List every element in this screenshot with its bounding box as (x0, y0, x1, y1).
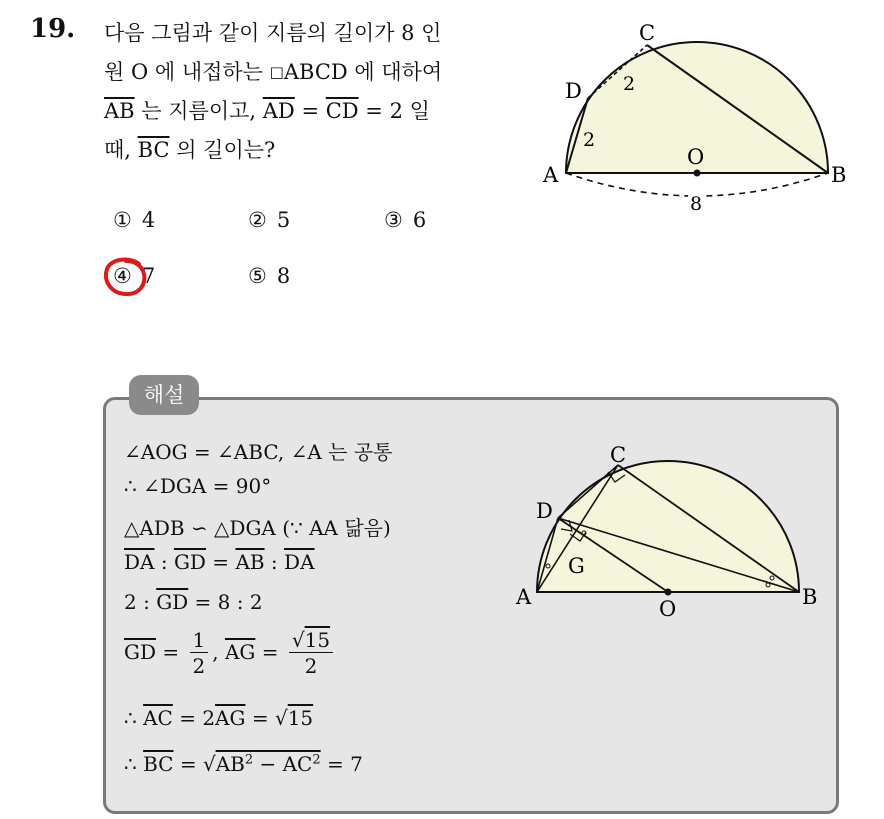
sol-segment-da: $\overline{DA}$ (124, 550, 155, 574)
solution-line-4 (124, 550, 315, 574)
choice-mark-4: ④ (113, 264, 132, 288)
sol-label-a: A (516, 585, 532, 609)
question-line-4-post: 의 길이는? (169, 138, 276, 162)
equals-sign: = (294, 99, 326, 123)
solution-figure (510, 438, 830, 628)
choice-2[interactable] (248, 208, 290, 232)
sqrt-expression: $√AB^2 - AC^2$ (202, 752, 321, 776)
label-d: D (565, 79, 582, 103)
choice-mark-5: ⑤ (248, 264, 267, 288)
sol-l6-eq1: = (156, 640, 186, 664)
sol-segment-gd: $\overline{GD}$ (173, 550, 206, 574)
sol-l7-c: = (245, 706, 275, 730)
solution-line-5 (124, 590, 263, 614)
fraction-num: 1 (190, 628, 209, 653)
choice-mark-2: ② (248, 208, 267, 232)
question-line-3-mid: 는 지름이고, (134, 99, 263, 123)
length-diameter: 8 (690, 193, 703, 215)
fraction-one-half (190, 628, 209, 679)
question-line-2b: ABCD 에 대하여 (283, 60, 443, 84)
length-ad: 2 (583, 129, 596, 151)
length-cd: 2 (623, 73, 636, 95)
solution-line-8 (124, 752, 363, 776)
sol-eq-1: = (205, 550, 236, 574)
sol-colon-2: : (264, 550, 285, 574)
question-text (104, 14, 524, 170)
solution-line-6 (124, 628, 337, 679)
solution-line-2: ∴ ∠DGA = 90° (124, 474, 272, 498)
segment-ad: $\overline{AD}$ (262, 99, 295, 123)
sol-l7-ac: $\overline{AC}$ (143, 706, 173, 730)
fraction-root15-half (289, 628, 333, 679)
segment-ab: $\overline{AB}$ (104, 99, 135, 123)
sol-l7-a: ∴ (124, 706, 144, 730)
question-number: 19. (30, 14, 76, 44)
sol-l6-ag: $\overline{AG}$ (224, 640, 256, 664)
sol-l7-ag: $\overline{AG}$ (215, 706, 246, 730)
segment-cd: $\overline{CD}$ (325, 99, 359, 123)
label-o: O (687, 145, 705, 169)
sol-l5-a: 2 : (124, 590, 157, 614)
sol-l7-b: = 2 (172, 706, 216, 730)
question-line-3-end: = 2 일 (358, 99, 430, 123)
question-line-4-pre: 때, (104, 138, 138, 162)
solution-line-1: ∠AOG = ∠ABC, ∠A 는 공통 (124, 440, 393, 464)
choice-value-4: 7 (141, 264, 156, 288)
sol-l8-a: ∴ (124, 752, 144, 776)
center-point (694, 170, 701, 177)
sol-label-o: O (659, 597, 677, 621)
sol-label-d: D (536, 499, 553, 523)
choice-value-1: 4 (141, 208, 156, 232)
sol-label-g: G (568, 554, 585, 578)
choice-3[interactable] (384, 208, 426, 232)
choice-1[interactable] (113, 208, 155, 232)
sol-label-b: B (802, 585, 818, 609)
fraction-den-2: 2 (304, 654, 318, 678)
label-b: B (831, 163, 847, 187)
sol-l6-comma: , (212, 640, 225, 664)
sol-l8-result: = 7 (320, 752, 363, 776)
question-figure (535, 14, 865, 219)
label-a: A (543, 163, 559, 187)
question-line-1: 다음 그림과 같이 지름의 길이가 8 인 (104, 21, 442, 45)
answer-circle-mark (101, 255, 149, 299)
solution-center-point (665, 589, 672, 596)
sol-l5-b: = 8 : 2 (188, 590, 263, 614)
sqrt-symbol: √15 (291, 628, 331, 652)
segment-bc: $\overline{BC}$ (137, 138, 170, 162)
fraction-den: 2 (192, 654, 206, 678)
choice-value-3: 6 (412, 208, 427, 232)
choice-value-2: 5 (276, 208, 291, 232)
label-c: C (639, 21, 656, 45)
choice-mark-1: ① (113, 208, 132, 232)
sol-segment-ab: $\overline{AB}$ (235, 550, 265, 574)
sol-segment-da-2: $\overline{DA}$ (284, 550, 315, 574)
fraction-num-2 (289, 628, 333, 653)
question-line-4 (104, 131, 524, 170)
solution-line-7 (124, 706, 313, 730)
question-line-2 (104, 53, 524, 92)
sol-l8-bc: $\overline{BC}$ (143, 752, 174, 776)
sol-l6-eq2: = (255, 640, 285, 664)
sol-colon-1: : (154, 550, 174, 574)
solution-tag: 해설 (129, 375, 199, 415)
choice-mark-3: ③ (384, 208, 403, 232)
sol-l6-gd: $\overline{GD}$ (124, 640, 157, 664)
sol-l8-eq: = (173, 752, 203, 776)
choice-5[interactable] (248, 264, 290, 288)
sol-l5-gd: $\overline{GD}$ (156, 590, 189, 614)
question-line-2a: 원 O 에 내접하는 (104, 60, 270, 84)
sol-label-c: C (610, 443, 627, 467)
choice-value-5: 8 (276, 264, 291, 288)
question-line-3 (104, 92, 524, 131)
sqrt-15: √15 (274, 706, 314, 730)
quadrilateral-symbol: □ (269, 63, 284, 81)
solution-line-3: △ADB ∽ △DGA (∵ AA 닮음) (124, 516, 391, 540)
